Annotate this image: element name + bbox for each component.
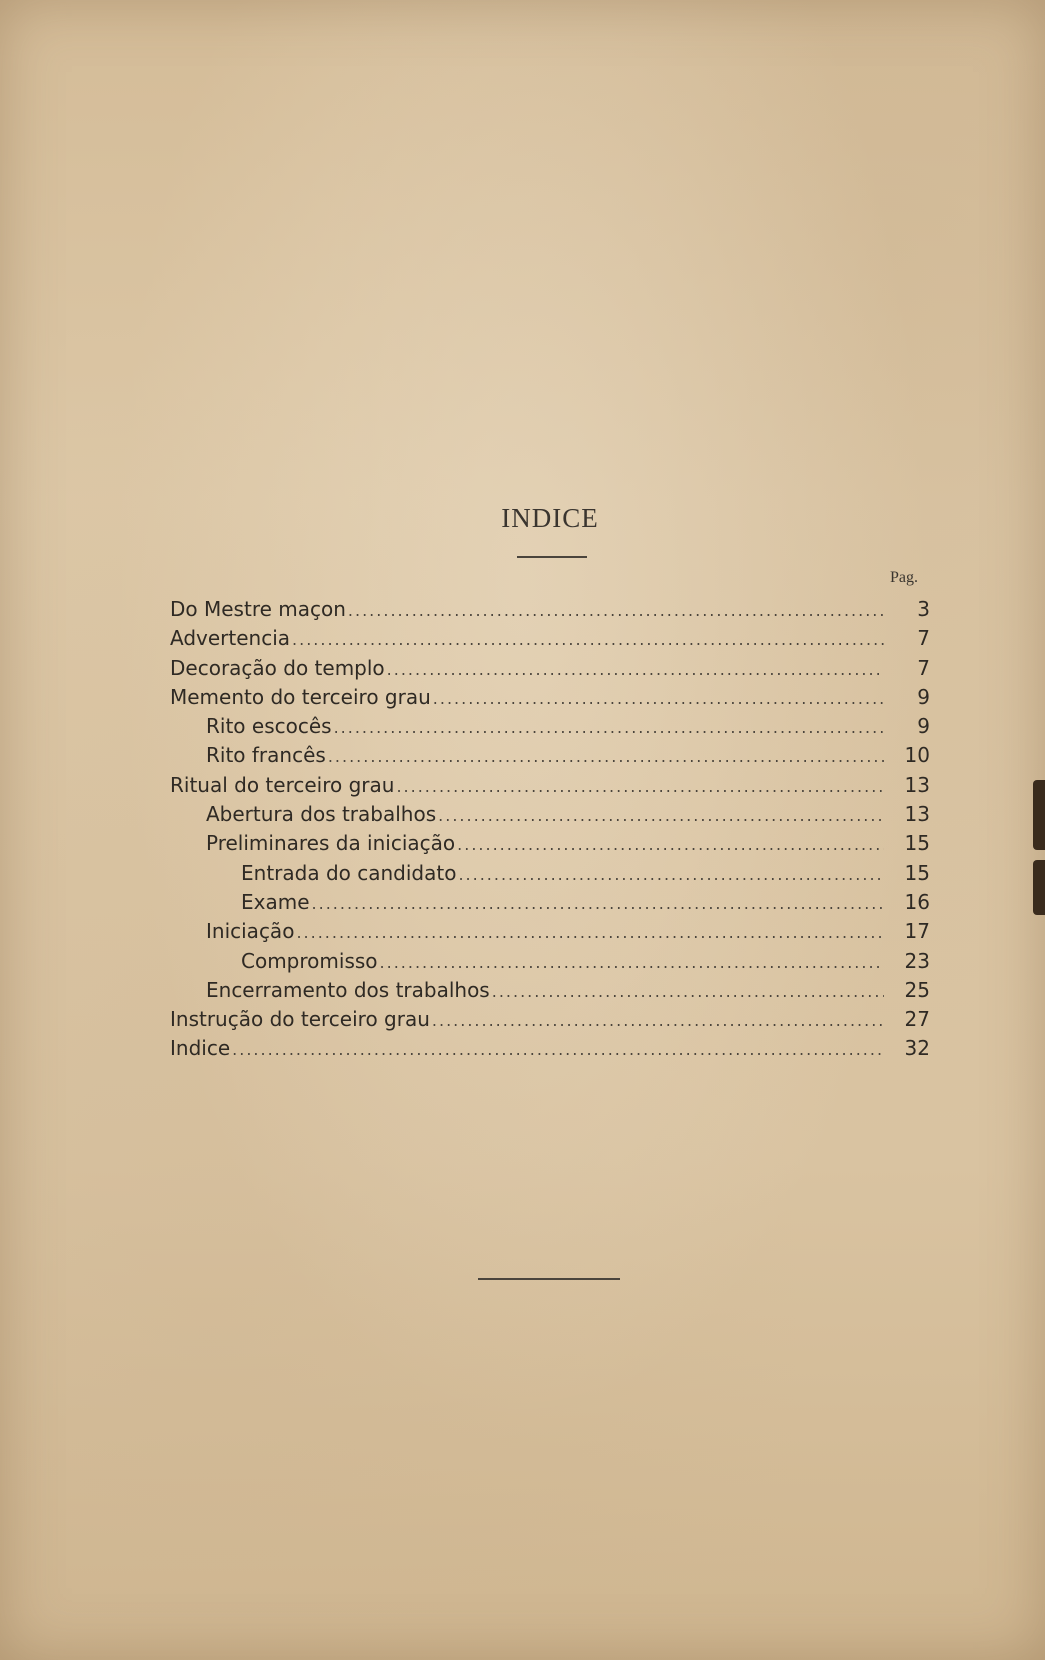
dot-leader (348, 596, 884, 625)
title-divider (517, 556, 587, 558)
toc-entry (170, 859, 930, 888)
toc-entry (170, 1034, 930, 1063)
toc-entry (170, 829, 930, 858)
toc-entry-label: Compromisso (241, 948, 378, 973)
dot-leader (328, 742, 884, 771)
toc-entry (170, 712, 930, 741)
toc-entry-page-number: 3 (917, 597, 930, 621)
toc-entry (170, 683, 930, 712)
toc-entry-label: Preliminares da iniciação (206, 831, 456, 856)
table-of-contents (170, 595, 930, 1064)
toc-entry (170, 771, 930, 800)
toc-entry-page-number: 10 (904, 743, 930, 768)
toc-entry-label: Ritual do terceiro grau (170, 772, 395, 797)
toc-entry-label: Rito francês (206, 743, 326, 768)
dot-leader (457, 830, 884, 859)
toc-entry (170, 800, 930, 829)
toc-entry (170, 741, 930, 770)
dot-leader (432, 1006, 884, 1035)
toc-entry-page-number: 7 (917, 655, 930, 680)
toc-entry-page-number: 13 (904, 802, 930, 827)
toc-entry-label: Instrução do terceiro grau (170, 1007, 430, 1032)
toc-entry-page-number: 32 (904, 1036, 930, 1061)
dot-leader (292, 625, 884, 654)
toc-entry-page-number: 7 (917, 626, 930, 651)
toc-entry-page-number: 15 (904, 831, 930, 856)
toc-entry-page-number: 9 (917, 714, 930, 739)
toc-entry (170, 595, 930, 624)
dot-leader (492, 977, 884, 1006)
bottom-divider (478, 1278, 620, 1280)
dot-leader (232, 1035, 884, 1064)
toc-entry-page-number: 25 (904, 977, 930, 1002)
toc-entry-page-number: 23 (904, 948, 930, 973)
dot-leader (387, 655, 884, 684)
dot-leader (312, 889, 884, 918)
toc-entry (170, 917, 930, 946)
toc-entry (170, 654, 930, 683)
toc-entry-label: Iniciação (206, 919, 295, 944)
toc-entry-label: Abertura dos trabalhos (206, 802, 437, 827)
page-title: INDICE (501, 503, 599, 533)
toc-entry-label: Advertencia (170, 626, 291, 651)
toc-entry-page-number: 9 (917, 684, 930, 709)
toc-entry (170, 947, 930, 976)
toc-entry (170, 976, 930, 1005)
dot-leader (334, 713, 884, 742)
dot-leader (438, 801, 884, 830)
dot-leader (380, 948, 884, 977)
toc-entry-label: Entrada do candidato (241, 860, 457, 885)
toc-entry-label: Memento do terceiro grau (170, 684, 431, 709)
toc-entry-label: Exame (241, 889, 310, 914)
toc-entry-label: Rito escocês (206, 714, 332, 739)
page-column-header: Pag. (890, 569, 918, 586)
toc-entry-page-number: 27 (904, 1007, 930, 1032)
toc-entry-label: Do Mestre maçon (170, 597, 346, 621)
toc-entry-page-number: 16 (904, 889, 930, 914)
binding-mark (1033, 860, 1045, 915)
toc-entry-label: Indice (170, 1036, 231, 1061)
toc-entry-page-number: 13 (904, 772, 930, 797)
dot-leader (433, 684, 884, 713)
dot-leader (396, 772, 884, 801)
toc-entry-label: Encerramento dos trabalhos (206, 977, 490, 1002)
toc-entry (170, 624, 930, 653)
toc-entry-page-number: 15 (904, 860, 930, 885)
dot-leader (458, 860, 884, 889)
binding-mark (1033, 780, 1045, 850)
toc-entry (170, 888, 930, 917)
toc-entry (170, 1005, 930, 1034)
dot-leader (296, 918, 884, 947)
toc-entry-page-number: 17 (904, 919, 930, 944)
toc-entry-label: Decoração do templo (170, 655, 385, 680)
